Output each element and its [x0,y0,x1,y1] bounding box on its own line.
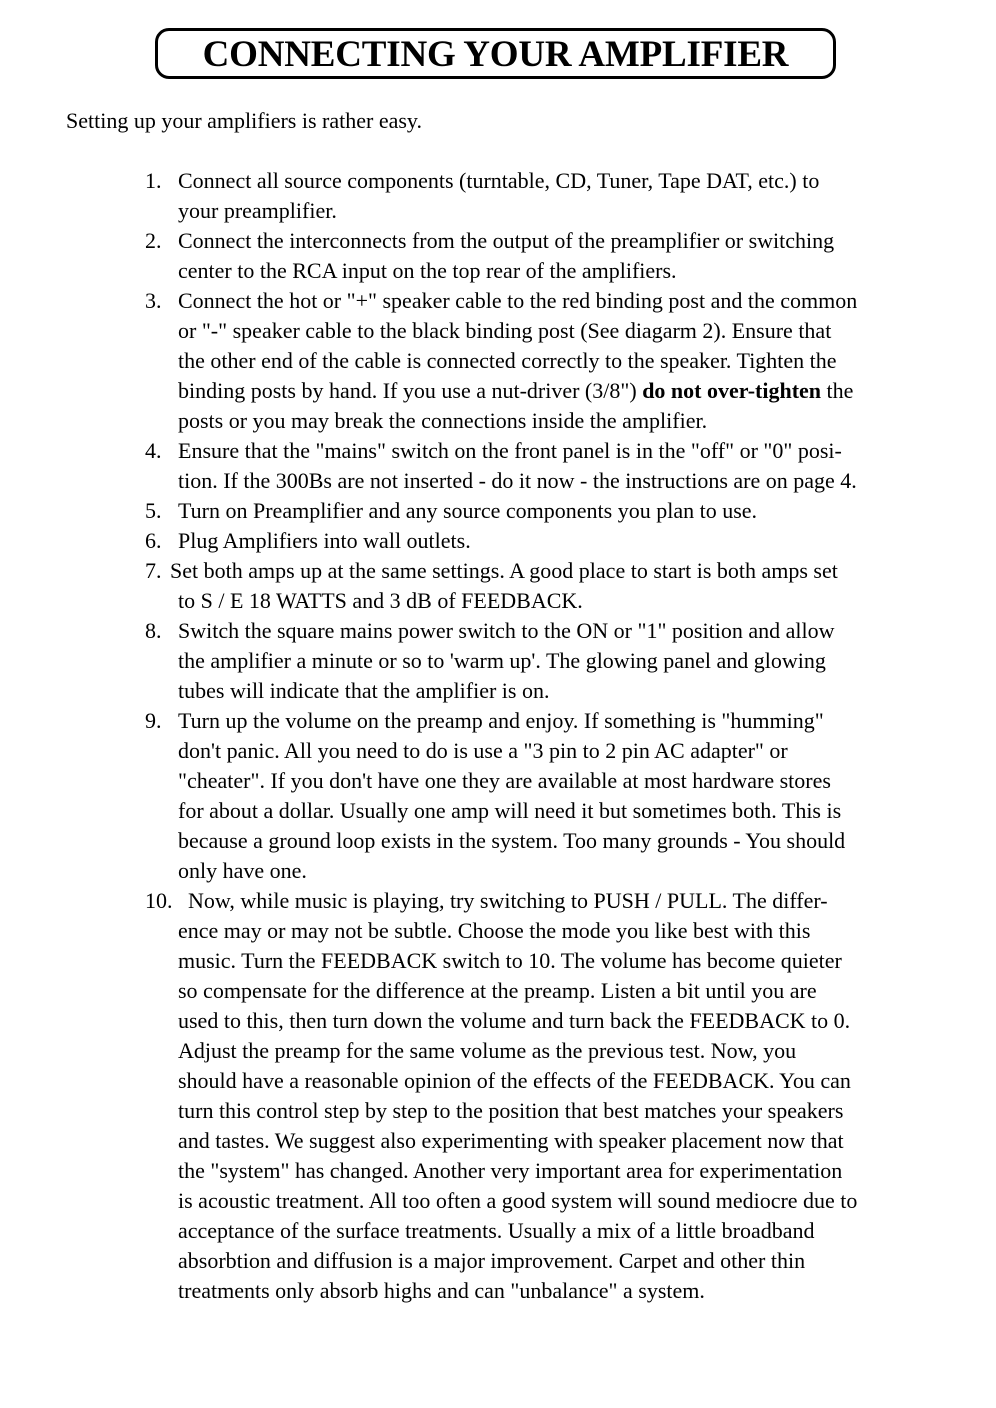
step-number: 7. [145,558,162,583]
step-line: and tastes. We suggest also experimenting with speaker placement now that [178,1128,844,1153]
step-line: is acoustic treatment. All too often a good system will sound mediocre due to [178,1188,858,1213]
step-line: the "system" has changed. Another very important area for experimentation [178,1158,843,1183]
step-8 [145,616,963,706]
step-line: the other end of the cable is connected correctly to the speaker. Tighten the [178,348,837,373]
title-box [155,28,836,79]
step-number: 6. [145,528,162,553]
step-line: music. Turn the FEEDBACK switch to 10. The volume has become quieter [178,948,842,973]
step-line: your preamplifier. [178,198,337,223]
step-text [178,616,953,706]
step-line: for about a dollar. Usually one amp will need it but sometimes both. This is [178,798,842,823]
step-6 [145,526,963,556]
step-line-segment: the [821,378,854,403]
step-text [178,526,953,556]
step-line: Plug Amplifiers into wall outlets. [178,528,471,553]
page-title: CONNECTING YOUR AMPLIFIER [202,34,789,75]
step-line: used to this, then turn down the volume and turn back the FEEDBACK to 0. [178,1008,851,1033]
step-line: tubes will indicate that the amplifier is on. [178,678,550,703]
step-line: Connect the hot or "+" speaker cable to the red binding post and the common [178,288,858,313]
step-line: so compensate for the difference at the preamp. Listen a bit until you are [178,978,817,1003]
step-text [178,496,953,526]
step-line: absorbtion and diffusion is a major improvement. Carpet and other thin [178,1248,806,1273]
step-3 [145,286,963,436]
step-text [178,436,953,496]
step-number: 5. [145,498,162,523]
step-text [170,556,945,616]
step-number: 1. [145,168,162,193]
step-number: 4. [145,438,162,463]
step-text [178,706,953,886]
step-number: 3. [145,288,162,313]
step-line: turn this control step by step to the position that best matches your speakers [178,1098,844,1123]
step-line: acceptance of the surface treatments. Usually a mix of a little broadband [178,1218,815,1243]
step-text [178,286,953,436]
step-line: Ensure that the "mains" switch on the front panel is in the "off" or "0" posi- [178,438,842,463]
step-7 [145,556,963,616]
step-line: only have one. [178,858,307,883]
step-10 [145,886,963,1306]
step-number: 10. [145,888,173,913]
step-line: center to the RCA input on the top rear of the amplifiers. [178,258,677,283]
step-line [178,376,953,406]
step-line: Now, while music is playing, try switching to PUSH / PULL. The differ- [188,888,828,913]
steps-list [145,166,963,1306]
step-line: Set both amps up at the same settings. A good place to start is both amps set [170,558,838,583]
intro-text: Setting up your amplifiers is rather easy. [66,108,422,133]
step-2 [145,226,963,286]
step-line: treatments only absorb highs and can "unbalance" a system. [178,1278,705,1303]
step-line: or "-" speaker cable to the black binding post (See diagarm 2). Ensure that [178,318,832,343]
step-text [178,166,953,226]
step-line: to S / E 18 WATTS and 3 dB of FEEDBACK. [178,588,583,613]
step-line: Connect the interconnects from the output of the preamplifier or switching [178,228,835,253]
step-line: tion. If the 300Bs are not inserted - do it now - the instructions are on page 4. [178,468,857,493]
step-line: Connect all source components (turntable, CD, Tuner, Tape DAT, etc.) to [178,168,820,193]
step-number: 8. [145,618,162,643]
step-1 [145,166,963,226]
step-line-segment: binding posts by hand. If you use a nut-driver (3/8") [178,378,643,403]
step-number: 9. [145,708,162,733]
step-line: Turn on Preamplifier and any source components you plan to use. [178,498,758,523]
step-5 [145,496,963,526]
step-line: "cheater". If you don't have one they are available at most hardware stores [178,768,831,793]
step-line: Adjust the preamp for the same volume as the previous test. Now, you [178,1038,797,1063]
step-line: posts or you may break the connections inside the amplifier. [178,408,708,433]
step-line: Switch the square mains power switch to the ON or "1" position and allow [178,618,835,643]
step-line: because a ground loop exists in the system. Too many grounds - You should [178,828,846,853]
step-line: the amplifier a minute or so to 'warm up'. The glowing panel and glowing [178,648,826,673]
step-9 [145,706,963,886]
step-line: Turn up the volume on the preamp and enjoy. If something is "humming" [178,708,824,733]
warning-emphasis: do not over-tighten [642,378,822,403]
step-line: don't panic. All you need to do is use a "3 pin to 2 pin AC adapter" or [178,738,788,763]
step-line: should have a reasonable opinion of the effects of the FEEDBACK. You can [178,1068,851,1093]
step-4 [145,436,963,496]
step-number: 2. [145,228,162,253]
step-text [178,886,963,1306]
step-text [178,226,953,286]
step-line: ence may or may not be subtle. Choose the mode you like best with this [178,918,811,943]
